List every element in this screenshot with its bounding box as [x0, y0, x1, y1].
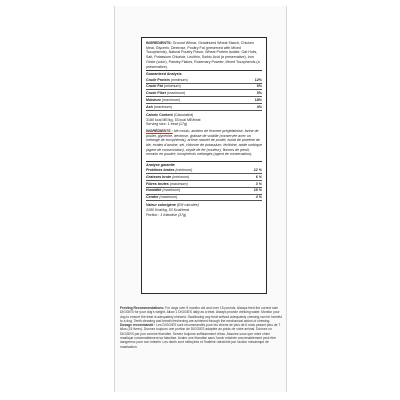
feeding-en	[120, 306, 282, 323]
calorie-line-2: Serving size: 1 treat (17g)	[146, 122, 188, 127]
guaranteed-analysis-row	[146, 83, 262, 90]
guaranteed-analysis-qualifier: (maximum)	[167, 91, 186, 96]
calorie-label: Calorie Content	[146, 112, 173, 117]
analyse-garantie-value: 18 %	[245, 187, 262, 194]
ingredients-panel	[141, 37, 267, 294]
ingredients-en	[146, 41, 262, 69]
guaranteed-analysis-title: Guaranteed Analysis	[146, 72, 182, 77]
feeding-en-label: Feeding Recommendations:	[120, 306, 165, 310]
feeding-fr	[120, 323, 282, 349]
guaranteed-analysis-row	[146, 97, 262, 104]
analyse-garantie-nutrient: Graisses brute	[146, 174, 172, 179]
analyse-garantie-row	[146, 181, 262, 188]
guaranteed-analysis-value: 3%	[245, 90, 262, 97]
guaranteed-analysis-qualifier: (maximum)	[161, 97, 180, 102]
guaranteed-analysis-nutrient: Crude Fiber	[146, 91, 167, 96]
analyse-garantie-table	[146, 167, 262, 201]
analyse-garantie-value: 3 %	[245, 181, 262, 188]
divider	[146, 70, 262, 71]
package-right-fold	[286, 6, 287, 392]
guaranteed-analysis-nutrient: Moisture	[146, 97, 161, 102]
guaranteed-analysis-qualifier: (minimum)	[170, 77, 188, 82]
guaranteed-analysis-value: 12%	[245, 77, 262, 83]
analyse-garantie-qualifier: (maximum)	[169, 181, 188, 186]
analyse-garantie-title: Analyse garantie	[146, 162, 175, 167]
guaranteed-analysis-nutrient: Ash	[146, 104, 153, 109]
calorie-content	[146, 113, 262, 127]
ingredients-fr	[146, 129, 262, 157]
valeur-calorigene	[146, 203, 262, 217]
feeding-en-text: For dogs over 6 months old and over 15 pounds. Always feed the correct size DIGGIES for your dog's weight. Allow 1 DIGGIES daily as a treat. Always provide drinking water. Monitor your dog to ensure the treat is adequately chewed. Swallowing any treat without adequately chewing can be harmful to a dog. Teeth cleaning and breath freshening are achieved through the mechanical action of chewing.	[120, 306, 283, 323]
package-left-fold	[114, 6, 115, 392]
analyse-garantie-value: 6 %	[245, 174, 262, 181]
analyse-garantie-qualifier: (minimum)	[172, 174, 190, 179]
divider	[146, 161, 262, 162]
guaranteed-analysis-value: 18%	[245, 97, 262, 104]
analyse-garantie-value: 4 %	[245, 194, 262, 201]
ingredients-fr-label: INGRÉDIENTS :	[146, 128, 173, 133]
guaranteed-analysis-row	[146, 90, 262, 97]
analyse-garantie-qualifier: (maximum)	[162, 188, 181, 193]
analyse-garantie-qualifier: (maximum)	[159, 195, 178, 200]
valeur-calorigene-label: Valeur calorigène	[146, 203, 176, 208]
feeding-fr-label: Dosage recommandé :	[120, 323, 156, 328]
guaranteed-analysis-nutrient: Crude Protein	[146, 77, 170, 82]
ingredients-en-label: INGREDIENTS:	[146, 41, 172, 45]
feeding-recommendations	[120, 306, 282, 349]
feeding-fr-text: Les DIGGIES sont recommandés pour les chiens de plus de 6 mois pesant plus de 7 kilos (15 livres). Donnez toujours une portion de DIGGIES adaptée au poids de votre animal. Donnez un DIGGIES par jour comme friandise. Servez toujours suffisamment d'eau. Assurez-vous que votre chien mastique convenablement sa friandise. Avaler une friandise sans l'avoir mâchée convenablement peut être dangereux pour son intestin. Les dents sont nettoyées et l'haleine rafraîchie par l'action mécanique de mastication.	[120, 323, 281, 349]
guaranteed-analysis-row	[146, 104, 262, 111]
valeur-calorigene-qualifier: (EM calculée)	[176, 203, 199, 208]
guaranteed-analysis-value: 6%	[245, 83, 262, 90]
guaranteed-analysis-value: 4%	[245, 104, 262, 111]
ingredients-fr-text: blé moulu, amidon de froment prégélatinisé, farine de poulet, glycérine, dextrose, graisse de volaille (conservée avec un mélange de tocophérols), arôme naturel de poulet, isolat de protéine de blé, écales d'avoine, sel, chlorure de potassium, lécithine, acide sorbique (agent de conservation), oxyde de fer (couleur), flocons de persil, romarin en poudre, tocophérols mélangés (agent de conservation).	[146, 128, 262, 157]
analyse-garantie-row	[146, 187, 262, 194]
analyse-garantie-row	[146, 174, 262, 181]
guaranteed-analysis-nutrient: Crude Fat	[146, 84, 163, 89]
guaranteed-analysis-table	[146, 77, 262, 111]
calorie-qualifier: (Calculated)	[173, 112, 194, 117]
analyse-garantie-nutrient: Fibres brutes	[146, 181, 169, 186]
ingredients-en-text: Ground Wheat, Gelatinized Wheat Starch, Chicken Meal, Glycerin, Dextrose, Poultry Fat (preserved with Mixed Tocopherols), Natural Poultry Flavor, Wheat Protein Isolate, Oat Hulls, Salt, Potassium Chloride, Lecithin, Sorbic Acid (a preservative), Iron Oxide (color), Parsley Flakes, Rosemary Powder, Mixed Tocopherols (a preservative).	[146, 41, 260, 69]
guaranteed-analysis-qualifier: (maximum)	[153, 104, 172, 109]
analyse-garantie-nutrient: Protéines brutes	[146, 168, 175, 173]
analyse-garantie-row	[146, 194, 262, 201]
guaranteed-analysis-qualifier: (minimum)	[163, 84, 181, 89]
analyse-garantie-nutrient: Cendre	[146, 195, 159, 200]
analyse-garantie-nutrient: Humidité	[146, 188, 162, 193]
analyse-garantie-qualifier: (minimum)	[175, 168, 193, 173]
calorie-line-1: 3180 kcal ME/kg, 53 kcal ME/treat	[146, 117, 201, 122]
analyse-garantie-value: 12 %	[245, 167, 262, 173]
valeur-calorigene-line-2: Portion : 1 friandise (17g)	[146, 212, 187, 217]
valeur-calorigene-line-1: 3180 Kcal/kg, 53 Kcal/treat	[146, 208, 189, 213]
